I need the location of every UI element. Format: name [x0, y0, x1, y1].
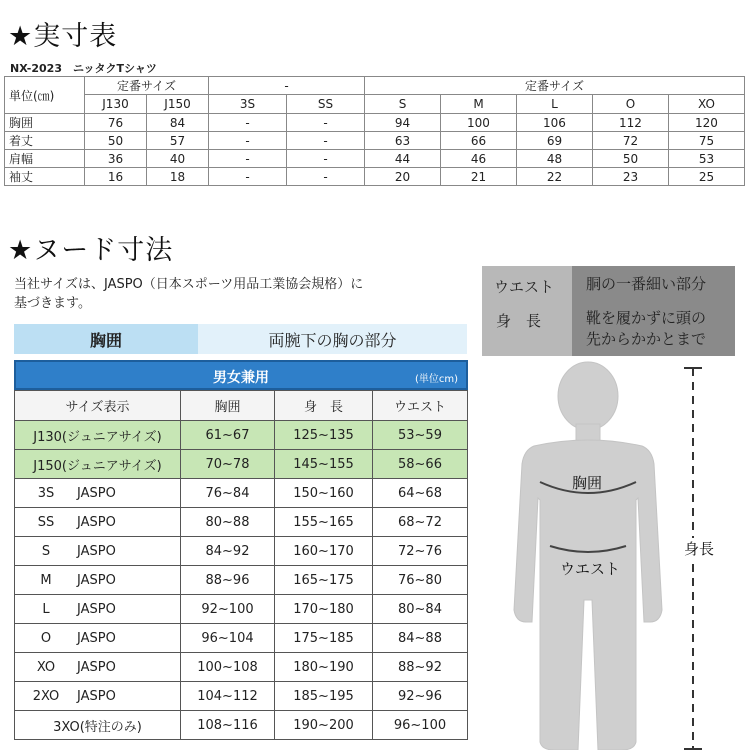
height-range: 125~135	[275, 421, 373, 450]
measurement-value: -	[209, 132, 287, 150]
measurement-value: 25	[668, 168, 744, 186]
size-standard: JASPO	[77, 688, 116, 704]
size-header-cell: M	[441, 95, 517, 114]
measurement-value: -	[209, 168, 287, 186]
jaspo-note	[14, 275, 434, 313]
measurement-label: 袖丈	[5, 168, 85, 186]
actual-size-table	[4, 76, 745, 186]
size-header-cell: S	[365, 95, 441, 114]
chest-range: 70~78	[181, 450, 275, 479]
measurement-value: 66	[441, 132, 517, 150]
size-cell	[15, 682, 181, 711]
header-waist: ウエスト	[373, 391, 468, 421]
waist-range: 68~72	[373, 508, 468, 537]
nude-size-title: ★ヌード寸法	[8, 235, 174, 266]
nude-size-row	[15, 508, 468, 537]
size-code: 3XO(特注のみ)	[53, 719, 142, 735]
measurement-value: 84	[147, 114, 209, 132]
height-range: 175~185	[275, 624, 373, 653]
size-cell	[15, 508, 181, 537]
size-header-cell: O	[592, 95, 668, 114]
chest-range: 108~116	[181, 711, 275, 740]
actual-size-title: ★実寸表	[8, 21, 118, 52]
size-cell	[15, 479, 181, 508]
size-standard: JASPO	[77, 601, 116, 617]
measurement-row	[5, 114, 745, 132]
height-range: 160~170	[275, 537, 373, 566]
header-size: サイズ表示	[15, 391, 181, 421]
measurement-value: 48	[516, 150, 592, 168]
height-range: 150~160	[275, 479, 373, 508]
nude-header-row	[15, 391, 468, 421]
height-range: 185~195	[275, 682, 373, 711]
group-dash: -	[209, 77, 365, 95]
waist-range: 80~84	[373, 595, 468, 624]
measurement-value: -	[287, 114, 365, 132]
waist-range: 53~59	[373, 421, 468, 450]
size-header-cell: XO	[668, 95, 744, 114]
measurement-value: -	[287, 150, 365, 168]
height-range: 190~200	[275, 711, 373, 740]
waist-range: 72~76	[373, 537, 468, 566]
size-cell	[15, 566, 181, 595]
measurement-value: 20	[365, 168, 441, 186]
note-line-2: 基づきます。	[14, 296, 91, 311]
measurement-value: 23	[592, 168, 668, 186]
measurement-value: 36	[85, 150, 147, 168]
measurement-value: 57	[147, 132, 209, 150]
measurement-value: 22	[516, 168, 592, 186]
legend-height-value-1: 靴を履かずに頭の	[586, 309, 707, 327]
waist-range: 96~100	[373, 711, 468, 740]
waist-range: 88~92	[373, 653, 468, 682]
chest-banner-label: 胸囲	[14, 324, 198, 354]
size-code: XO	[36, 659, 56, 675]
nude-size-row	[15, 682, 468, 711]
chest-range: 80~88	[181, 508, 275, 537]
measurement-label: 着丈	[5, 132, 85, 150]
size-header-cell: J130	[85, 95, 147, 114]
height-range: 145~155	[275, 450, 373, 479]
size-code: O	[40, 630, 52, 646]
waist-range: 92~96	[373, 682, 468, 711]
note-line-1: 当社サイズは、JASPO（日本スポーツ用品工業協会規格）に	[14, 277, 364, 292]
legend-height-key: 身 長	[496, 312, 542, 330]
size-standard: JASPO	[77, 572, 116, 588]
height-range: 180~190	[275, 653, 373, 682]
size-header-cell: 3S	[209, 95, 287, 114]
size-cell	[15, 450, 181, 479]
measurement-legend	[482, 266, 735, 356]
size-code: M	[40, 572, 52, 588]
body-figure	[476, 360, 750, 750]
nude-size-row	[15, 566, 468, 595]
size-code: L	[42, 601, 50, 617]
measurement-value: 100	[441, 114, 517, 132]
waist-range: 58~66	[373, 450, 468, 479]
measurement-label: 肩幅	[5, 150, 85, 168]
size-cell	[15, 595, 181, 624]
size-standard: JASPO	[77, 659, 116, 675]
measurement-value: 112	[592, 114, 668, 132]
nude-size-row	[15, 479, 468, 508]
group-standard-junior: 定番サイズ	[85, 77, 209, 95]
group-standard-adult: 定番サイズ	[365, 77, 745, 95]
nude-size-row	[15, 595, 468, 624]
measurement-value: 16	[85, 168, 147, 186]
chest-range: 92~100	[181, 595, 275, 624]
measurement-value: 40	[147, 150, 209, 168]
measurement-value: 94	[365, 114, 441, 132]
legend-waist-key: ウエスト	[494, 278, 555, 296]
chest-range: 88~96	[181, 566, 275, 595]
measurement-value: 44	[365, 150, 441, 168]
measurement-row	[5, 150, 745, 168]
chest-range: 100~108	[181, 653, 275, 682]
measurement-label: 胸囲	[5, 114, 85, 132]
measurement-value: 18	[147, 168, 209, 186]
size-header-cell: J150	[147, 95, 209, 114]
size-standard: JASPO	[77, 485, 116, 501]
size-cell	[15, 421, 181, 450]
nude-table-header	[14, 360, 468, 390]
chest-range: 61~67	[181, 421, 275, 450]
size-header-row	[5, 95, 745, 114]
product-code: NX-2023 ニッタクTシャツ	[10, 62, 157, 75]
nude-size-table	[14, 360, 468, 740]
chest-range: 76~84	[181, 479, 275, 508]
unit-label: 単位(㎝)	[5, 77, 85, 114]
measurement-value: -	[287, 132, 365, 150]
measurement-value: 21	[441, 168, 517, 186]
measurement-value: 46	[441, 150, 517, 168]
size-standard: JASPO	[77, 630, 116, 646]
header-chest: 胸囲	[181, 391, 275, 421]
measurement-value: 120	[668, 114, 744, 132]
measurement-value: 106	[516, 114, 592, 132]
nude-size-row	[15, 421, 468, 450]
waist-range: 76~80	[373, 566, 468, 595]
size-header-cell: SS	[287, 95, 365, 114]
waist-range: 84~88	[373, 624, 468, 653]
measurement-value: 76	[85, 114, 147, 132]
measurement-value: 53	[668, 150, 744, 168]
size-standard: JASPO	[77, 543, 116, 559]
chest-range: 96~104	[181, 624, 275, 653]
size-code: 3S	[37, 485, 55, 501]
nude-size-row	[15, 450, 468, 479]
measurement-value: -	[209, 150, 287, 168]
nude-size-row	[15, 711, 468, 740]
size-cell	[15, 711, 181, 740]
legend-height-value-2: 先からかかとまで	[586, 330, 707, 348]
measurement-value: 63	[365, 132, 441, 150]
nude-size-row	[15, 653, 468, 682]
figure-chest-label: 胸囲	[572, 474, 603, 492]
size-cell	[15, 624, 181, 653]
nude-size-row	[15, 537, 468, 566]
size-cell	[15, 653, 181, 682]
measurement-value: 72	[592, 132, 668, 150]
chest-banner	[14, 324, 467, 354]
measurement-value: -	[209, 114, 287, 132]
nude-size-row	[15, 624, 468, 653]
waist-range: 64~68	[373, 479, 468, 508]
measurement-row	[5, 132, 745, 150]
figure-height-label: 身長	[684, 540, 715, 558]
size-code: 2XO	[32, 688, 60, 704]
measurement-row	[5, 168, 745, 186]
legend-waist-value: 胴の一番細い部分	[586, 275, 707, 293]
height-range: 155~165	[275, 508, 373, 537]
size-code: J150(ジュニアサイズ)	[33, 458, 162, 474]
height-range: 165~175	[275, 566, 373, 595]
measurement-value: 69	[516, 132, 592, 150]
header-height: 身 長	[275, 391, 373, 421]
measurement-value: 50	[592, 150, 668, 168]
size-cell	[15, 537, 181, 566]
measurement-value: 75	[668, 132, 744, 150]
chest-range: 84~92	[181, 537, 275, 566]
nude-table-title: 男女兼用	[213, 370, 269, 386]
size-code: S	[41, 543, 51, 559]
nude-table-unit: (単位cm)	[414, 374, 458, 385]
measurement-value: 50	[85, 132, 147, 150]
size-header-cell: L	[516, 95, 592, 114]
chest-range: 104~112	[181, 682, 275, 711]
measurement-value: -	[287, 168, 365, 186]
figure-waist-label: ウエスト	[560, 560, 621, 578]
chest-banner-description: 両腕下の胸の部分	[198, 324, 467, 354]
height-range: 170~180	[275, 595, 373, 624]
size-code: SS	[37, 514, 55, 530]
size-code: J130(ジュニアサイズ)	[33, 429, 162, 445]
size-standard: JASPO	[77, 514, 116, 530]
